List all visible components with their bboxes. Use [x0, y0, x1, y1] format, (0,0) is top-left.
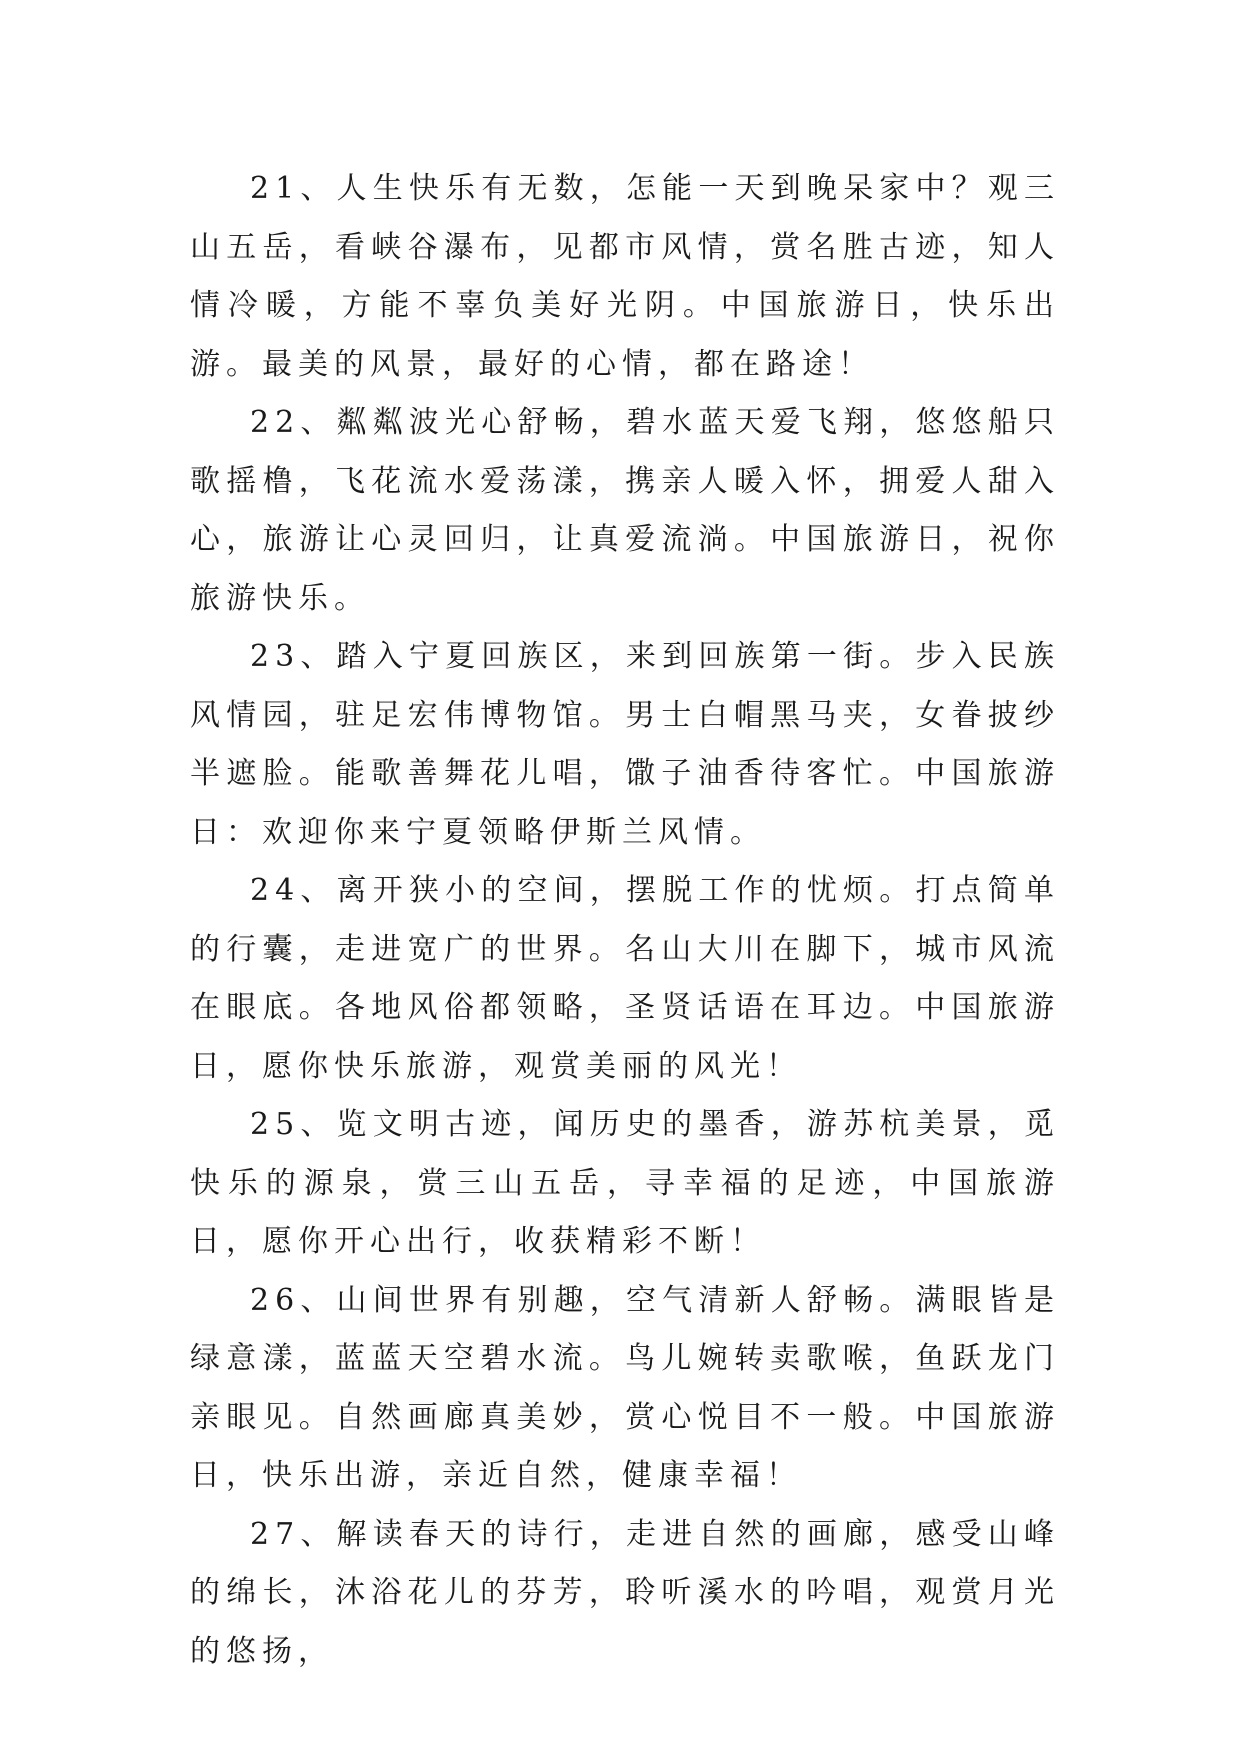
paragraph-27: 27、解读春天的诗行，走进自然的画廊，感受山峰的绵长，沐浴花儿的芬芳，聆听溪水的吟唱，观赏月光的悠扬，	[190, 1516, 1060, 1669]
paragraph-26: 26、山间世界有别趣，空气清新人舒畅。满眼皆是绿意漾，蓝蓝天空碧水流。鸟儿婉转卖歌喉，鱼跃龙门亲眼见。自然画廊真美妙，赏心悦目不一般。中国旅游日，快乐出游，亲近自然，健康幸福！	[190, 1282, 1060, 1493]
document-body	[190, 160, 1060, 1681]
paragraph-24: 24、离开狭小的空间，摆脱工作的忧烦。打点简单的行囊，走进宽广的世界。名山大川在脚下，城市风流在眼底。各地风俗都领略，圣贤话语在耳边。中国旅游日，愿你快乐旅游，观赏美丽的风光！	[190, 873, 1060, 1084]
paragraph-23: 23、踏入宁夏回族区，来到回族第一街。步入民族风情园，驻足宏伟博物馆。男士白帽黑马夹，女眷披纱半遮脸。能歌善舞花儿唱，馓子油香待客忙。中国旅游日：欢迎你来宁夏领略伊斯兰风情。	[190, 639, 1060, 850]
paragraph-21: 21、人生快乐有无数，怎能一天到晚呆家中？观三山五岳，看峡谷瀑布，见都市风情，赏名胜古迹，知人情冷暖，方能不辜负美好光阴。中国旅游日，快乐出游。最美的风景，最好的心情，都在路途！	[190, 171, 1060, 382]
paragraph-22: 22、粼粼波光心舒畅，碧水蓝天爱飞翔，悠悠船只歌摇橹，飞花流水爱荡漾，携亲人暖入怀，拥爱人甜入心，旅游让心灵回归，让真爱流淌。中国旅游日，祝你旅游快乐。	[190, 405, 1060, 616]
paragraph-25: 25、览文明古迹，闻历史的墨香，游苏杭美景，觅快乐的源泉，赏三山五岳，寻幸福的足迹，中国旅游日，愿你开心出行，收获精彩不断！	[190, 1107, 1060, 1259]
